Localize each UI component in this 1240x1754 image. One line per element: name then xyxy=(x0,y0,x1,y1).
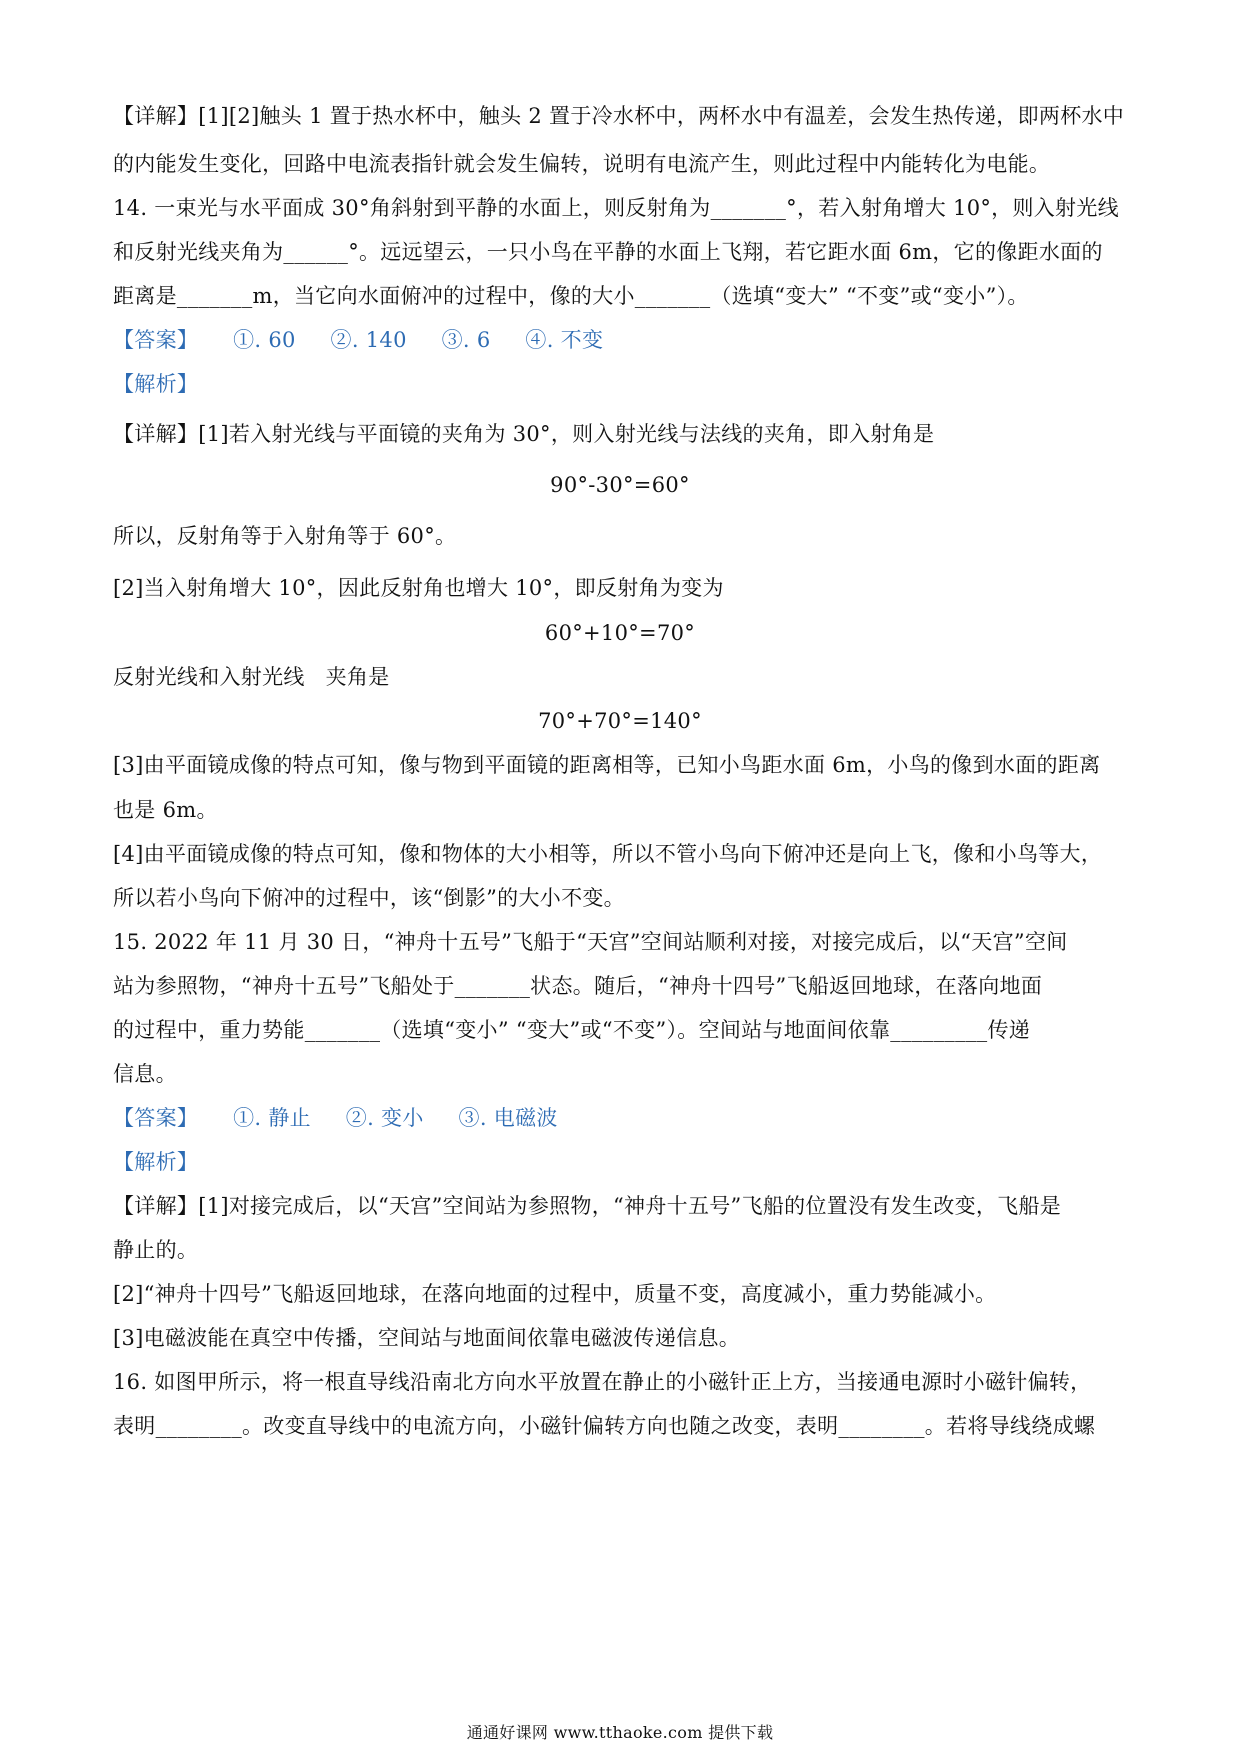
question-15-line: 信息。 xyxy=(113,1062,177,1086)
explanation-line: [2]当入射角增大 10°，因此反射角也增大 10°，即反射角为变为 xyxy=(113,576,724,600)
explanation-line: 【详解】[1][2]触头 1 置于热水杯中，触头 2 置于冷水杯中，两杯水中有温差，会发生热传递，即两杯水中 xyxy=(113,104,1125,128)
explanation-line: 【详解】[1]若入射光线与平面镜的夹角为 30°，则入射光线与法线的夹角，即入射角是 xyxy=(113,422,935,446)
question-16-line: 16. 如图甲所示，将一根直导线沿南北方向水平放置在静止的小磁针正上方，当接通电源时小磁针偏转， xyxy=(113,1370,1092,1394)
explanation-line: 【详解】[1]对接完成后，以“天宫”空间站为参照物，“神舟十五号”飞船的位置没有发生改变，飞船是 xyxy=(113,1194,1062,1218)
explanation-line: 静止的。 xyxy=(113,1238,199,1262)
explanation-line: 也是 6m。 xyxy=(113,798,218,822)
explanation-line: [3]电磁波能在真空中传播，空间站与地面间依靠电磁波传递信息。 xyxy=(113,1326,741,1350)
question-16-line: 表明________。改变直导线中的电流方向，小磁针偏转方向也随之改变，表明________。若将导线绕成螺 xyxy=(113,1414,1096,1438)
analysis-label: 【解析】 xyxy=(113,1150,199,1174)
explanation-line: 所以，反射角等于入射角等于 60°。 xyxy=(113,524,457,548)
equation: 70°+70°=140° xyxy=(538,709,702,733)
question-14-line: 距离是_______m，当它向水面俯冲的过程中，像的大小_______（选填“变大” “不变”或“变小”）。 xyxy=(113,284,1029,308)
question-14-line: 和反射光线夹角为______°。远远望云，一只小鸟在平静的水面上飞翔，若它距水面 6m，它的像距水面的 xyxy=(113,240,1103,264)
explanation-line: [2]“神舟十四号”飞船返回地球，在落向地面的过程中，质量不变，高度减小，重力势能减小。 xyxy=(113,1282,997,1306)
explanation-line: [3]由平面镜成像的特点可知，像与物到平面镜的距离相等，已知小鸟距水面 6m，小鸟的像到水面的距离 xyxy=(113,753,1101,777)
page-footer: 通通好课网 www.tthaoke.com 提供下载 xyxy=(466,1723,774,1742)
explanation-line: 的内能发生变化，回路中电流表指针就会发生偏转，说明有电流产生，则此过程中内能转化为电能。 xyxy=(113,152,1051,176)
explanation-line: 所以若小鸟向下俯冲的过程中，该“倒影”的大小不变。 xyxy=(113,886,625,910)
question-14-line: 14. 一束光与水平面成 30°角斜射到平静的水面上，则反射角为_______°，若入射角增大 10°，则入射光线 xyxy=(113,196,1119,220)
question-15-line: 的过程中，重力势能_______（选填“变小” “变大”或“不变”）。空间站与地面间依靠_________传递 xyxy=(113,1018,1031,1042)
explanation-line: [4]由平面镜成像的特点可知，像和物体的大小相等，所以不管小鸟向下俯冲还是向上飞，像和小鸟等大， xyxy=(113,842,1103,866)
equation: 90°-30°=60° xyxy=(550,473,690,497)
answer-line: 【答案】 ①. 60 ②. 140 ③. 6 ④. 不变 xyxy=(113,328,604,352)
analysis-label: 【解析】 xyxy=(113,372,199,396)
explanation-line: 反射光线和入射光线 夹角是 xyxy=(113,665,390,689)
question-15-line: 15. 2022 年 11 月 30 日，“神舟十五号”飞船于“天宫”空间站顺利对接，对接完成后，以“天宫”空间 xyxy=(113,930,1068,954)
equation: 60°+10°=70° xyxy=(544,621,696,645)
question-15-line: 站为参照物，“神舟十五号”飞船处于_______状态。随后，“神舟十四号”飞船返回地球，在落向地面 xyxy=(113,974,1043,998)
answer-line: 【答案】 ①. 静止 ②. 变小 ③. 电磁波 xyxy=(113,1106,558,1130)
